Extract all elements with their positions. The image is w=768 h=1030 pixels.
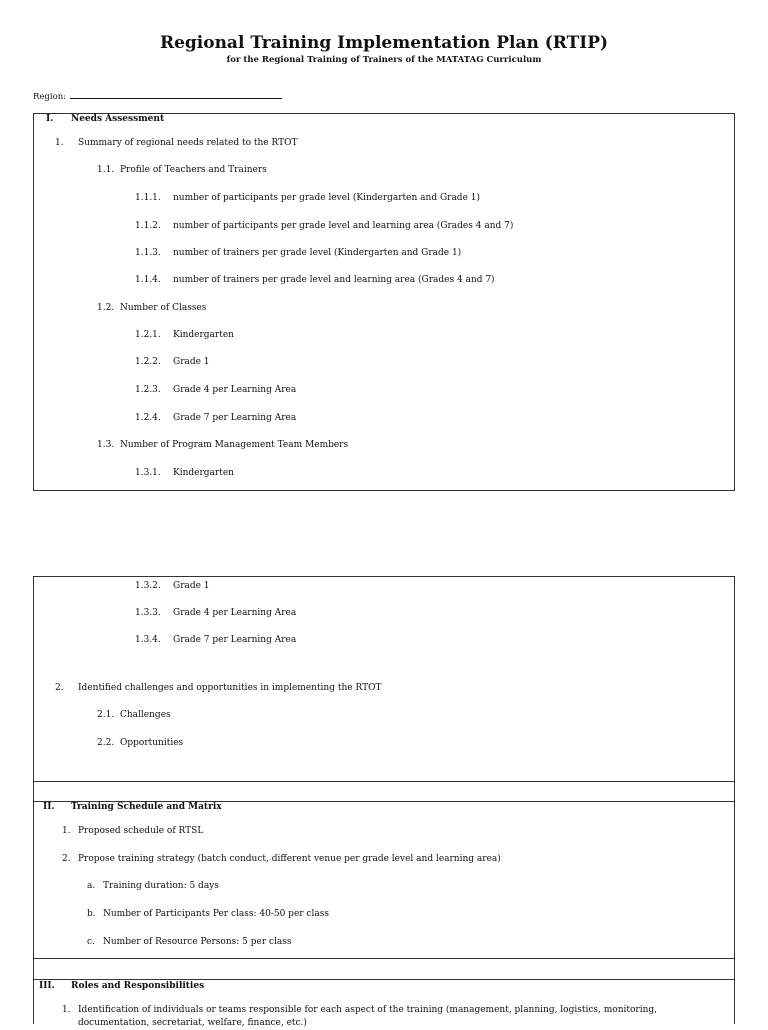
sub-1-2-text: Number of Classes (120, 303, 207, 313)
page-subtitle: for the Regional Training of Trainers of the MATATAG Curriculum (226, 55, 542, 65)
sub-2-1-text: Challenges (120, 710, 171, 720)
schedule-item-1-number: 1. (62, 826, 71, 836)
schedule-item-1-text: Proposed schedule of RTSL (78, 826, 204, 836)
sub-1-2-3-number: 1.2.3. (135, 385, 161, 395)
schedule-item-c-letter: c. (87, 937, 95, 947)
sub-1-1-4-text: number of trainers per grade level and learning area (Grades 4 and 7) (173, 275, 495, 285)
region-label: Region: (33, 92, 67, 102)
region-blank-line (70, 89, 282, 99)
roles-item-1-text: Identification of individuals or teams responsible for each aspect of the training (management, planning, logistics, monitoring, documentation, secretariat, welfare, finance, etc.) (78, 1005, 657, 1028)
sub-1-3-1-text: Kindergarten (173, 468, 234, 478)
sub-1-1-number: 1.1. (97, 165, 115, 175)
sub-2-2-text: Opportunities (120, 738, 184, 748)
roles-item-1-number: 1. (62, 1005, 71, 1015)
sub-1-1-3-text: number of trainers per grade level (Kindergarten and Grade 1) (173, 248, 462, 258)
section-3-title: Roles and Responsibilities (71, 981, 205, 991)
sub-1-3-3-number: 1.3.3. (135, 608, 161, 618)
section-1-number: I. (46, 114, 54, 124)
sub-1-2-2-number: 1.2.2. (135, 357, 161, 367)
schedule-item-a-text: Training duration: 5 days (103, 881, 219, 891)
schedule-item-2-text: Propose training strategy (batch conduct, different venue per grade level and learning area) (78, 854, 501, 864)
section-1-title: Needs Assessment (71, 114, 165, 124)
page-title: Regional Training Implementation Plan (RTIP) (159, 33, 609, 53)
sub-1-1-1-text: number of participants per grade level (Kindergarten and Grade 1) (173, 193, 480, 203)
item-1-text: Summary of regional needs related to the RTOT (78, 138, 298, 148)
sub-2-1-number: 2.1. (97, 710, 115, 720)
sub-1-2-2-text: Grade 1 (173, 357, 210, 367)
sub-1-3-number: 1.3. (97, 440, 115, 450)
sub-1-3-text: Number of Program Management Team Members (120, 440, 349, 450)
sub-1-3-4-number: 1.3.4. (135, 635, 161, 645)
sub-1-3-4-text: Grade 7 per Learning Area (173, 635, 297, 645)
schedule-item-b-letter: b. (87, 909, 96, 919)
item-2-number: 2. (55, 683, 64, 693)
sub-1-3-2-text: Grade 1 (173, 581, 210, 591)
sub-1-2-1-text: Kindergarten (173, 330, 234, 340)
divider-3 (33, 958, 735, 959)
sub-1-2-3-text: Grade 4 per Learning Area (173, 385, 297, 395)
sub-1-1-2-number: 1.1.2. (135, 221, 161, 231)
sub-1-2-4-number: 1.2.4. (135, 413, 161, 423)
item-1-number: 1. (55, 138, 64, 148)
sub-1-2-4-text: Grade 7 per Learning Area (173, 413, 297, 423)
item-2-text: Identified challenges and opportunities in implementing the RTOT (78, 683, 382, 693)
schedule-item-c-text: Number of Resource Persons: 5 per class (103, 937, 292, 947)
sub-2-2-number: 2.2. (97, 738, 115, 748)
sub-1-3-2-number: 1.3.2. (135, 581, 161, 591)
schedule-item-2-number: 2. (62, 854, 71, 864)
section-2-number: II. (43, 802, 55, 812)
schedule-item-b-text: Number of Participants Per class: 40-50 per class (103, 909, 329, 919)
divider-1 (33, 781, 735, 782)
sub-1-1-4-number: 1.1.4. (135, 275, 161, 285)
sub-1-2-1-number: 1.2.1. (135, 330, 161, 340)
schedule-item-a-letter: a. (87, 881, 96, 891)
sub-1-3-1-number: 1.3.1. (135, 468, 161, 478)
region-field (33, 89, 282, 102)
section-2-title: Training Schedule and Matrix (71, 802, 222, 812)
sub-1-1-3-number: 1.1.3. (135, 248, 161, 258)
sub-1-3-3-text: Grade 4 per Learning Area (173, 608, 297, 618)
sub-1-1-1-number: 1.1.1. (135, 193, 161, 203)
sub-1-2-number: 1.2. (97, 303, 115, 313)
section-3-number: III. (39, 981, 55, 991)
sub-1-1-2-text: number of participants per grade level and learning area (Grades 4 and 7) (173, 221, 514, 231)
sub-1-1-text: Profile of Teachers and Trainers (120, 165, 267, 175)
